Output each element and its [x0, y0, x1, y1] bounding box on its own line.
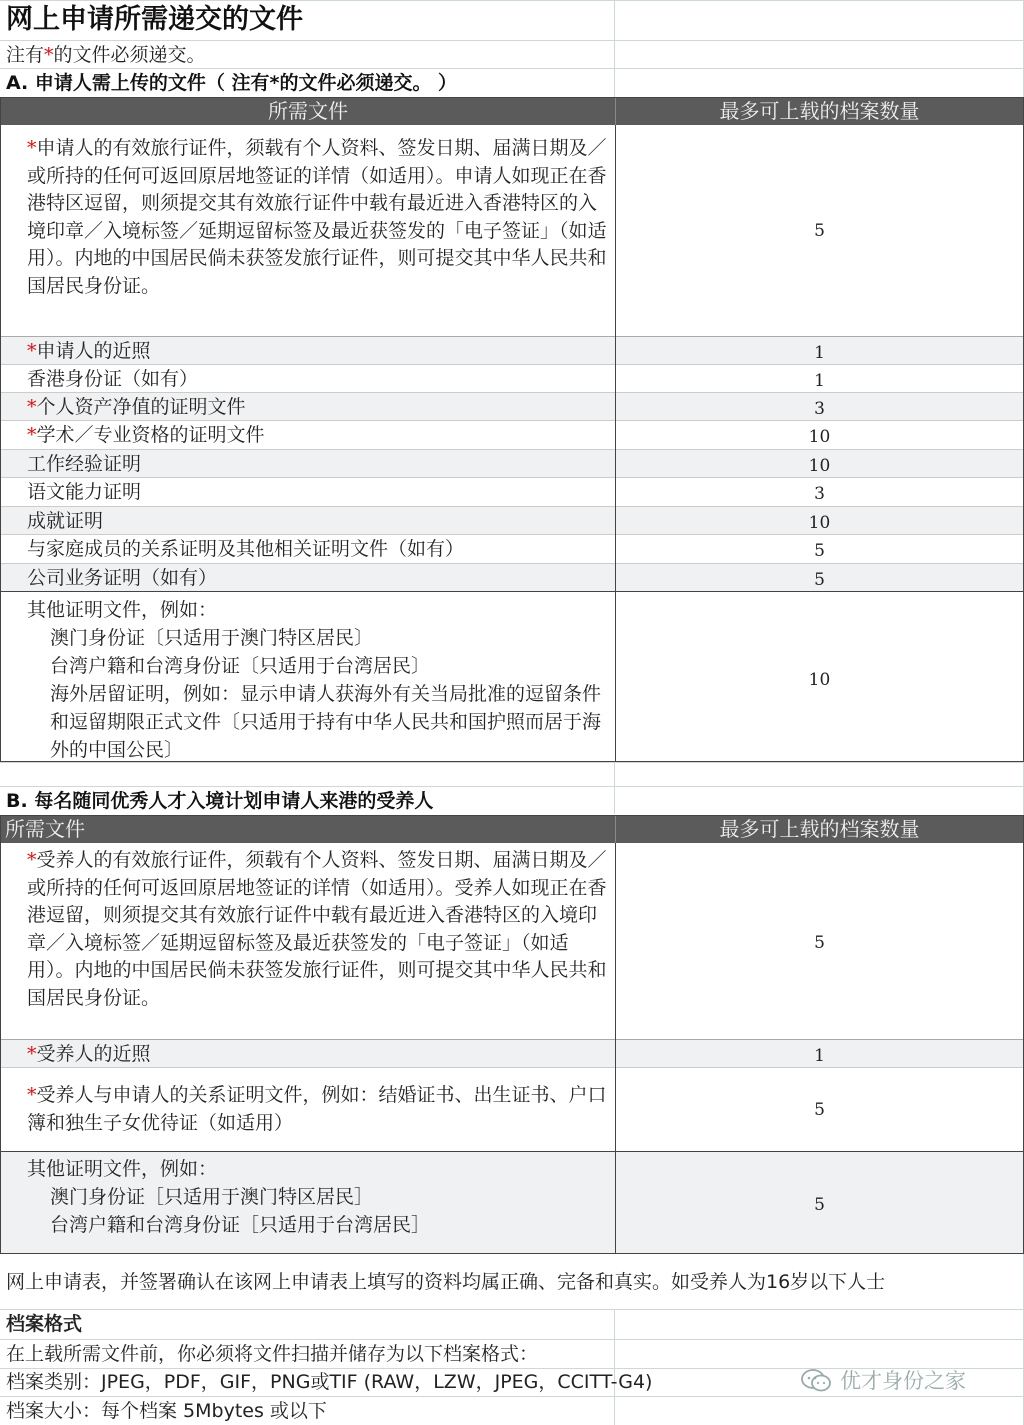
doc-cell — [1, 564, 613, 592]
required-star: * — [27, 424, 37, 446]
count-cell: 5 — [615, 125, 1023, 337]
required-star: * — [27, 1043, 37, 1065]
required-star: * — [27, 396, 37, 418]
doc-cell — [1, 1040, 613, 1068]
count-cell: 3 — [615, 478, 1023, 507]
required-star: * — [27, 137, 37, 159]
doc-cell — [1, 535, 613, 564]
count-cell: 10 — [615, 507, 1023, 535]
table-row — [1, 564, 1023, 592]
section-a-heading: A. 申请人需上传的文件（ 注有*的文件必须递交。 ） — [6, 72, 458, 94]
section-a-table — [0, 97, 1024, 762]
section-a-col-doc: 所需文件 — [1, 98, 615, 125]
doc-text: 工作经验证明 — [27, 453, 142, 475]
section-b-col-doc: 所需文件 — [1, 816, 615, 843]
doc-text: 与家庭成员的关系证明及其他相关证明文件（如有） — [27, 538, 465, 560]
other-intro: 其他证明文件，例如： — [27, 599, 218, 621]
table-row — [1, 1068, 1023, 1152]
doc-text: 受养人的近照 — [36, 1043, 151, 1065]
other-item: 台湾户籍和台湾身份证［只适用于台湾居民］ — [50, 1214, 431, 1236]
count-cell: 5 — [615, 843, 1023, 1040]
other-item: 澳门身份证［只适用于澳门特区居民］ — [50, 1186, 374, 1208]
chat-bubble-icon — [800, 1368, 832, 1394]
doc-cell — [1, 337, 613, 365]
table-row — [1, 421, 1023, 450]
doc-cell — [1, 393, 613, 421]
doc-text: 语文能力证明 — [27, 481, 142, 503]
doc-text: 个人资产净值的证明文件 — [36, 396, 246, 418]
watermark — [800, 1366, 966, 1396]
required-star: * — [27, 340, 37, 362]
file-size: 档案大小：每个档案 5Mbytes 或以下 — [6, 1400, 327, 1422]
doc-text: 受养人与申请人的关系证明文件，例如：结婚证书、出生证书、户口簿和独生子女优待证（如适用） — [27, 1084, 607, 1134]
other-intro: 其他证明文件，例如： — [27, 1158, 218, 1180]
count-cell: 10 — [615, 421, 1023, 450]
declaration-text: 网上申请表，并签署确认在该网上申请表上填写的资料均属正确、完备和真实。如受养人为16岁以下人士 — [6, 1271, 886, 1293]
doc-cell — [1, 847, 613, 1040]
table-row — [1, 478, 1023, 507]
table-row — [1, 507, 1023, 535]
table-row — [1, 337, 1023, 365]
section-b-table — [0, 815, 1024, 1254]
count-cell: 5 — [615, 1068, 1023, 1152]
mandatory-note — [6, 42, 206, 68]
table-row — [1, 843, 1023, 1040]
table-row — [1, 1040, 1023, 1068]
file-types: 档案类别：JPEG，PDF，GIF，PNG或TIF (RAW，LZW，JPEG，CCITT-G4) — [6, 1371, 653, 1393]
table-row — [1, 125, 1023, 337]
other-item: 海外居留证明，例如：显示申请人获海外有关当局批准的逗留条件和逗留期限正式文件〔只适用于持有中华人民共和国护照而居于海外的中国公民〕 — [50, 683, 602, 761]
doc-text: 申请人的有效旅行证件，须载有个人资料、签发日期、届满日期及／或所持的任何可返回原居地签证的详情（如适用）。申请人如现正在香港特区逗留，则须提交其有效旅行证件中载有最近进入香港特区的入境印章／入境标签／延期逗留标签及最近获签发的「电子签证」（如适用）。内地的中国居民倘未获签发旅行证件，则可提交其中华人民共和国居民身份证。 — [27, 137, 607, 297]
required-star: * — [27, 1084, 37, 1106]
format-intro: 在上载所需文件前，你必须将文件扫描并储存为以下档案格式： — [6, 1343, 539, 1365]
doc-text: 受养人的有效旅行证件，须载有个人资料、签发日期、届满日期及／或所持的任何可返回原居地签证的详情（如适用）。受养人如现正在香港逗留，则须提交其有效旅行证件中载有最近进入香港特区的入境印章／入境标签／延期逗留标签及最近获签发的「电子签证」（如适用）。内地的中国居民倘未获签发旅行证件，则可提交其中华人民共和国居民身份证。 — [27, 849, 607, 1009]
doc-text: 公司业务证明（如有） — [27, 567, 218, 589]
doc-cell — [1, 596, 613, 761]
doc-cell — [1, 1082, 613, 1152]
doc-cell — [1, 135, 613, 337]
doc-text: 学术／专业资格的证明文件 — [36, 424, 265, 446]
count-cell: 1 — [615, 365, 1023, 393]
doc-text: 申请人的近照 — [36, 340, 151, 362]
count-cell: 10 — [615, 592, 1023, 761]
note-star: * — [44, 44, 54, 66]
section-b-col-max: 最多可上载的档案数量 — [615, 816, 1023, 843]
count-cell: 5 — [615, 564, 1023, 592]
note-suffix: 的文件必须递交。 — [53, 44, 206, 66]
watermark-text: 优才身份之家 — [840, 1369, 966, 1393]
section-b-heading: B. 每名随同优秀人才入境计划申请人来港的受养人 — [6, 790, 434, 812]
table-row-other — [1, 1152, 1023, 1253]
doc-text: 香港身份证（如有） — [27, 368, 199, 390]
doc-cell — [1, 1155, 613, 1253]
doc-cell — [1, 421, 613, 450]
count-cell: 1 — [615, 1040, 1023, 1068]
page-title: 网上申请所需递交的文件 — [6, 4, 303, 35]
count-cell: 10 — [615, 450, 1023, 478]
other-item: 台湾户籍和台湾身份证〔只适用于台湾居民〕 — [50, 655, 431, 677]
table-row — [1, 535, 1023, 564]
count-cell: 5 — [615, 1152, 1023, 1253]
table-row — [1, 365, 1023, 393]
required-star: * — [27, 849, 37, 871]
section-a-col-max: 最多可上载的档案数量 — [615, 98, 1023, 125]
doc-cell — [1, 450, 613, 478]
other-item: 澳门身份证〔只适用于澳门特区居民〕 — [50, 627, 374, 649]
table-row — [1, 393, 1023, 421]
doc-cell — [1, 478, 613, 507]
doc-cell — [1, 507, 613, 535]
table-row-other — [1, 592, 1023, 761]
count-cell: 5 — [615, 535, 1023, 564]
doc-text: 成就证明 — [27, 510, 104, 532]
format-heading: 档案格式 — [6, 1313, 83, 1335]
doc-cell — [1, 365, 613, 393]
note-prefix: 注有 — [6, 44, 45, 66]
count-cell: 3 — [615, 393, 1023, 421]
count-cell: 1 — [615, 337, 1023, 365]
table-row — [1, 450, 1023, 478]
